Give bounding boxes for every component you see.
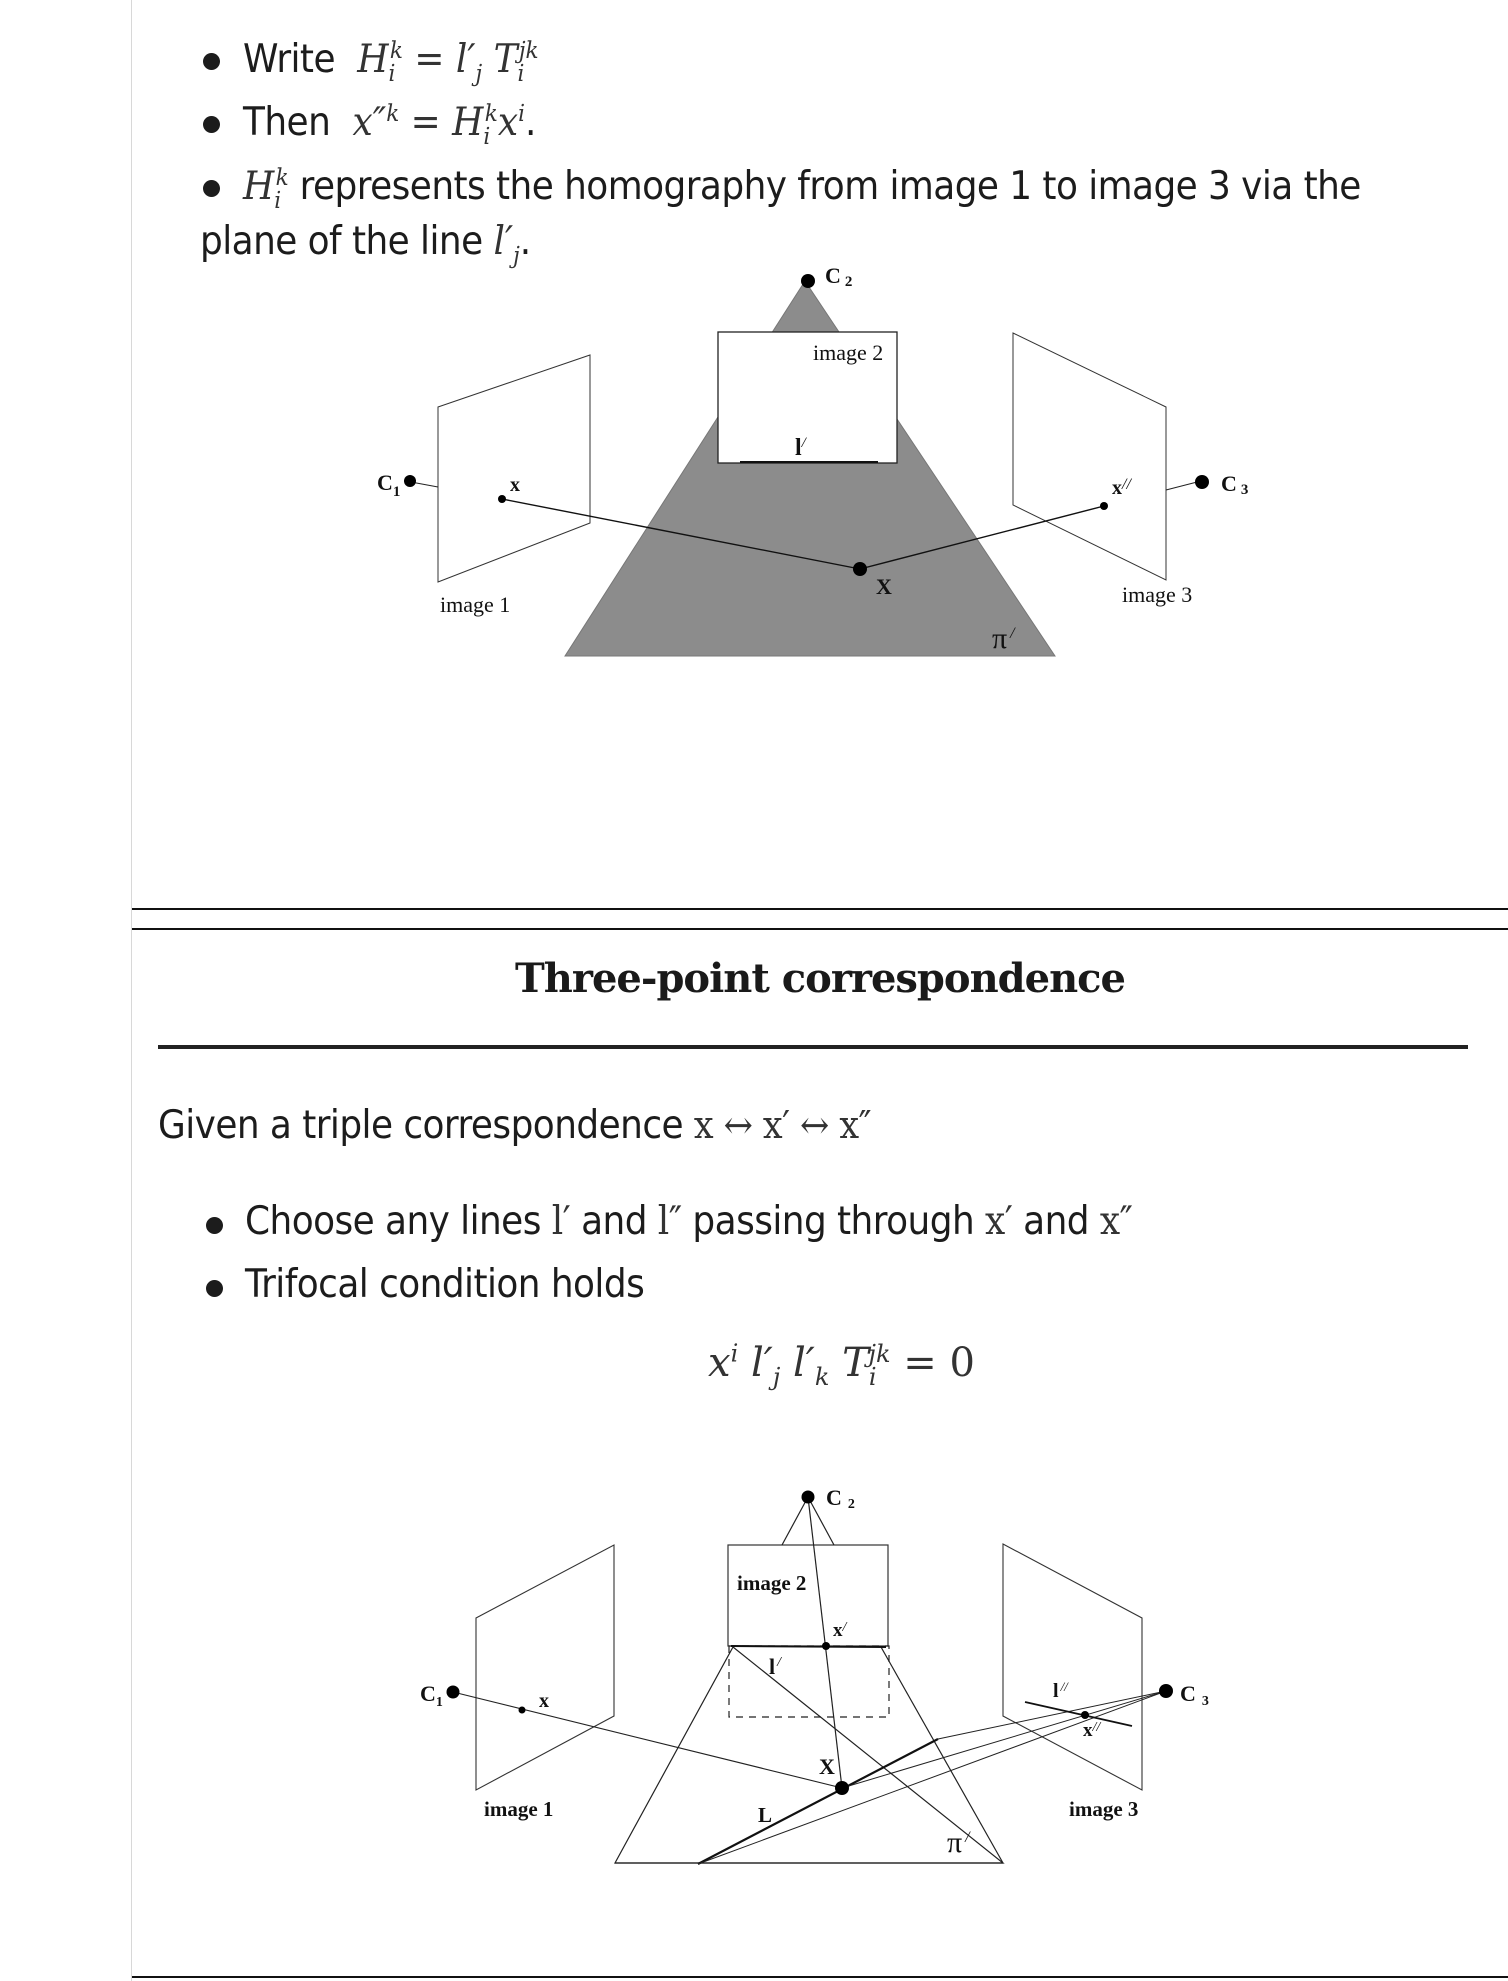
svg-text:image 1: image 1 [440, 592, 511, 617]
figure-homography-via-plane [0, 0, 1508, 700]
svg-text:X: X [876, 574, 892, 599]
bullet-dot [206, 1217, 223, 1234]
svg-text:C1: $C_1$ [420, 1681, 443, 1710]
image3-plane [1013, 333, 1166, 580]
slide-separator-end [132, 1976, 1508, 1978]
svg-text:X: X [819, 1754, 835, 1779]
math-expr: $l'_j$ [493, 219, 520, 269]
line-L [698, 1739, 938, 1864]
math-x-prime: x′ [985, 1199, 1013, 1244]
line-l-prime [731, 1646, 886, 1647]
ray-c1-X [453, 1692, 842, 1788]
bullet-text: Trifocal condition holds [245, 1262, 645, 1307]
slide-separator-top [132, 908, 1508, 910]
svg-text:π/: π / [947, 1826, 970, 1859]
image3-plane [1003, 1544, 1142, 1790]
camera-c2-dot [801, 274, 815, 288]
bullet-represents-continuation: plane of the line $l'_j$. [200, 219, 531, 269]
svg-text:l//: l // [1053, 1679, 1068, 1702]
math-x-double-prime: x″ [1099, 1199, 1133, 1244]
point-x-prime-dot [822, 1642, 830, 1650]
point-xpp-dot [1100, 502, 1108, 510]
svg-text:C3: C 3 [1180, 1681, 1209, 1709]
bullet-text: plane of the line [200, 219, 483, 264]
svg-text:x//: x// [1083, 1720, 1101, 1741]
camera-c3-dot [1195, 475, 1209, 489]
svg-text:l/: l/ [795, 435, 806, 461]
svg-text:x: x [539, 1690, 549, 1712]
point-x-dot [498, 495, 506, 503]
svg-text:C1: $C_1$ [377, 470, 401, 500]
math-expr: $x''^k = H_i^kx^i$ [341, 99, 525, 150]
svg-text:l/: l / [769, 1654, 782, 1679]
plane-pi-prime [615, 1647, 1003, 1863]
svg-text:C2: C 2 [825, 263, 853, 290]
bullet-text: passing through [681, 1199, 986, 1244]
point-x-dot [519, 1707, 526, 1714]
svg-text:L: L [758, 1803, 773, 1827]
camera-c1-dot [404, 475, 416, 487]
svg-text:C3: C 3 [1221, 471, 1249, 498]
camera-c1-dot [447, 1686, 460, 1699]
svg-text:image 1: image 1 [484, 1797, 554, 1821]
svg-text:x/: x/ [833, 1620, 847, 1641]
figure-three-point-correspondence [0, 1450, 1508, 1950]
image1-plane [438, 355, 590, 582]
math-expr: $H_i^k$ [243, 163, 289, 214]
bullet-text: and [1012, 1199, 1100, 1244]
title-rule [158, 1045, 1468, 1049]
bullet-dot [206, 1280, 223, 1297]
bullet-text: Then [243, 100, 331, 145]
intro-text: Given a triple correspondence [158, 1103, 684, 1148]
bullet-text: Choose any lines [245, 1199, 552, 1244]
bullet-choose-lines [245, 1199, 1133, 1244]
camera-c3-dot [1159, 1684, 1173, 1698]
svg-text:C2: C 2 [826, 1485, 855, 1512]
image2-dashed-extension [729, 1646, 889, 1717]
math-l-prime: l′ [551, 1199, 571, 1244]
point-X-dot [835, 1781, 849, 1795]
intro-line [158, 1103, 871, 1148]
svg-text:π/: π / [992, 622, 1015, 655]
svg-text:x: x [510, 474, 520, 496]
math-expr: $H_i^k = l'_j$ $T_i^{jk}$ [345, 36, 539, 87]
point-X-dot [853, 562, 867, 576]
svg-text:image 3: image 3 [1122, 582, 1193, 607]
trifocal-equation: $x^i$ $l'_j$ $l'_k$ $T_i^{jk} = 0$ [708, 1339, 975, 1391]
svg-text:image 2: image 2 [813, 340, 884, 365]
slide-separator-bottom [132, 928, 1508, 930]
intro-math: x ↔ x′ ↔ x″ [693, 1103, 871, 1147]
bullet-text: and [570, 1199, 658, 1244]
math-l-double-prime: l″ [657, 1199, 682, 1244]
bullet-text: Write [243, 37, 335, 82]
svg-text:x//: x// [1112, 476, 1131, 499]
svg-text:image 3: image 3 [1069, 1797, 1139, 1821]
bullet-then: Then $x''^k = H_i^kx^i$. [243, 99, 536, 150]
slide2-title: Three-point correspondence [515, 955, 1125, 1002]
image2-plane [728, 1545, 888, 1646]
bullet-trifocal [245, 1262, 645, 1307]
svg-text:image 2: image 2 [737, 1571, 807, 1595]
bullet-text: represents the homography from image 1 to image 3 via the [299, 164, 1361, 209]
point-x-double-prime-dot [1081, 1711, 1089, 1719]
camera-c2-dot [802, 1491, 815, 1504]
image1-plane [476, 1545, 614, 1790]
